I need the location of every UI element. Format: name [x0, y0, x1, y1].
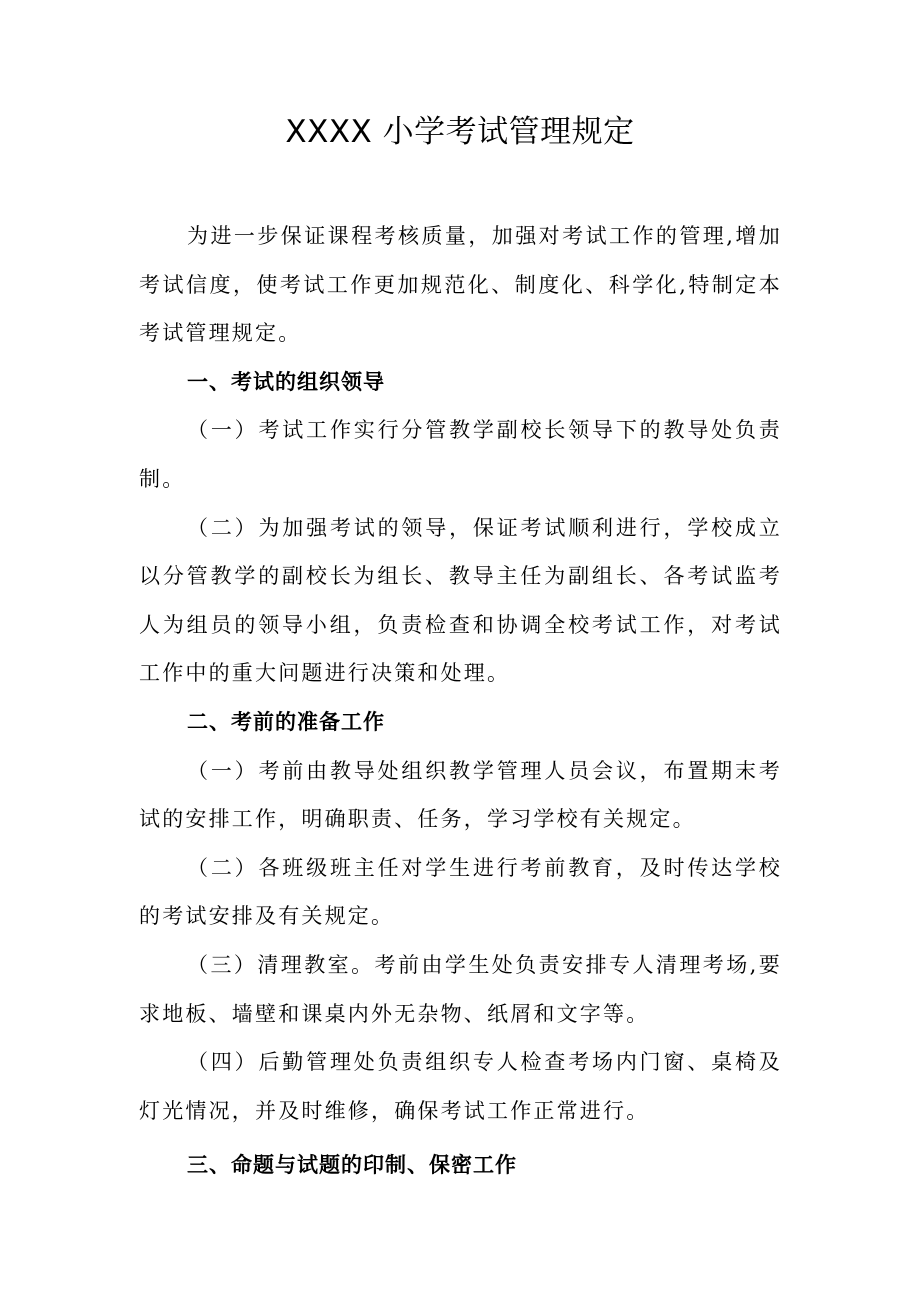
- section-2-item-3: （三）清理教室。考前由学生处负责安排专人清理考场,要求地板、墙壁和课桌内外无杂物、纸屑和文字等。: [139, 952, 782, 1026]
- section-heading-1: 一、考试的组织领导: [187, 369, 385, 394]
- section-1-item-2: （二）为加强考试的领导，保证考试顺利进行，学校成立以分管教学的副校长为组长、教导主任为副组长、各考试监考人为组员的领导小组，负责检查和协调全校考试工作，对考试工作中的重大问题进行决策和处理。: [139, 515, 782, 686]
- page-title: XXXX 小学考试管理规定: [285, 114, 635, 150]
- intro-paragraph: 为进一步保证课程考核质量，加强对考试工作的管理,增加考试信度，使考试工作更加规范化、制度化、科学化,特制定本考试管理规定。: [139, 224, 782, 346]
- section-1-item-1: （一）考试工作实行分管教学副校长领导下的教导处负责制。: [139, 418, 782, 491]
- section-heading-3: 三、命题与试题的印制、保密工作: [187, 1153, 517, 1178]
- section-heading-2: 二、考前的准备工作: [187, 709, 385, 734]
- section-2-item-1: （一）考前由教导处组织教学管理人员会议，布置期末考试的安排工作，明确职责、任务，学习学校有关规定。: [139, 758, 782, 832]
- section-2-item-4: （四）后勤管理处负责组织专人检查考场内门窗、桌椅及灯光情况，并及时维修，确保考试工作正常进行。: [139, 1050, 782, 1123]
- section-2-item-2: （二）各班级班主任对学生进行考前教育，及时传达学校的考试安排及有关规定。: [139, 855, 782, 929]
- document-body: [139, 212, 782, 1190]
